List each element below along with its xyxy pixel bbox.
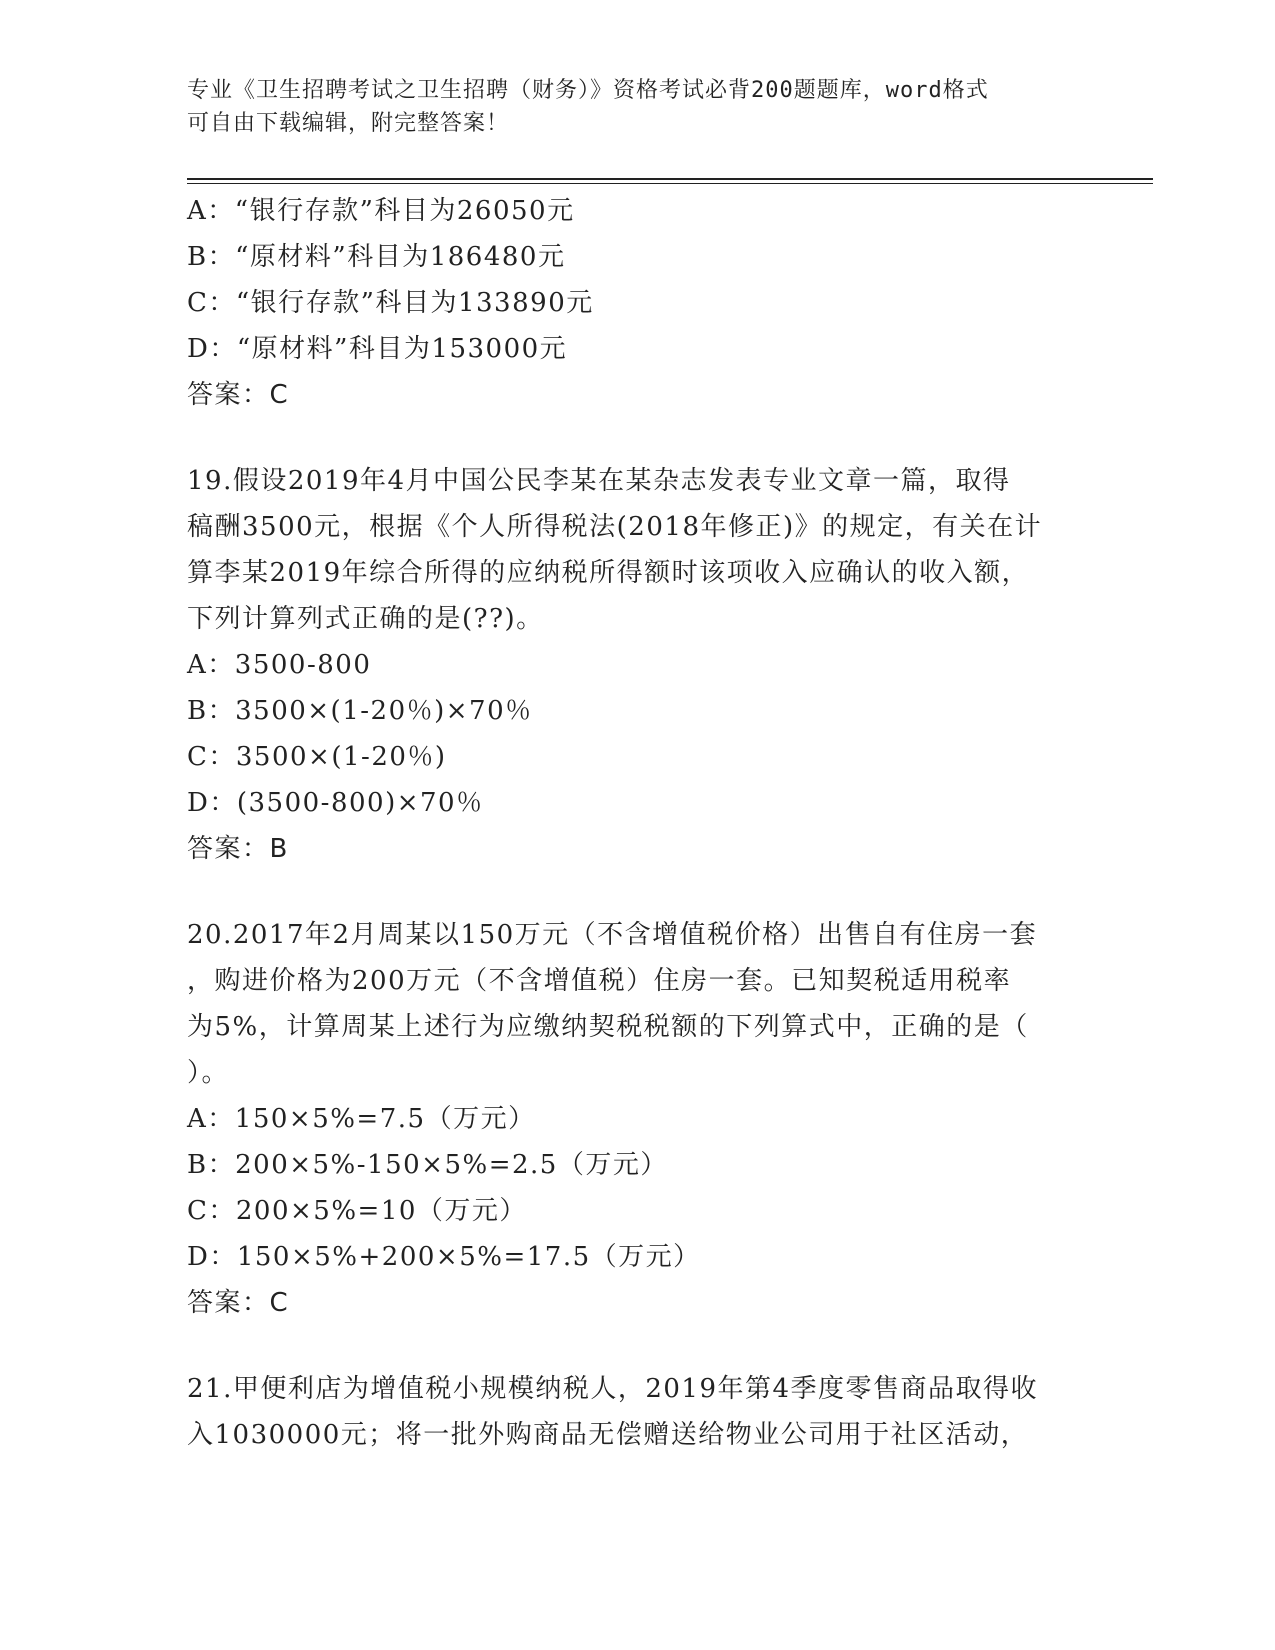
spacer — [187, 418, 1087, 458]
question-stem-line: 21.甲便利店为增值税小规模纳税人，2019年第4季度零售商品取得收 — [187, 1374, 1039, 1404]
option-d: D：(3500-800)×70％ — [187, 788, 484, 818]
question-stem-line: 下列计算列式正确的是(??)。 — [187, 604, 544, 634]
header-divider-thick — [187, 178, 1153, 180]
question-stem-line: 算李某2019年综合所得的应纳税所得额时该项收入应确认的收入额， — [187, 558, 1030, 588]
header-divider-thin — [187, 183, 1153, 184]
option-c: C：3500×(1-20％) — [187, 742, 447, 772]
question-20-block — [187, 912, 1087, 1326]
option-a: A：3500-800 — [187, 650, 372, 680]
spacer — [187, 1326, 1087, 1366]
question-18-block — [187, 188, 1087, 418]
answer-line: 答案：C — [187, 380, 290, 410]
answer-line: 答案：C — [187, 1288, 290, 1318]
option-b: B：200×5%-150×5%=2.5（万元） — [187, 1150, 668, 1180]
option-b: B：3500×(1-20％)×70％ — [187, 696, 533, 726]
question-stem-line: ）。 — [187, 1058, 230, 1088]
question-stem-line: 为5%，计算周某上述行为应缴纳契税税额的下列算式中，正确的是（ — [187, 1012, 1029, 1042]
question-stem-line: 稿酬3500元，根据《个人所得税法(2018年修正)》的规定，有关在计 — [187, 512, 1043, 542]
question-19-block — [187, 458, 1087, 872]
header-line-1: 专业《卫生招聘考试之卫生招聘（财务）》资格考试必背200题题库，word格式 — [187, 78, 989, 103]
question-stem-line: 20.2017年2月周某以150万元（不含增值税价格）出售自有住房一套 — [187, 920, 1038, 950]
header-line-2: 可自由下载编辑，附完整答案！ — [187, 111, 510, 136]
option-c: C：“银行存款”科目为133890元 — [187, 288, 594, 318]
question-stem-line: ，购进价格为200万元（不含增值税）住房一套。已知契税适用税率 — [187, 966, 1012, 996]
option-d: D：150×5%+200×5%=17.5（万元） — [187, 1242, 701, 1272]
option-b: B：“原材料”科目为186480元 — [187, 242, 566, 272]
option-c: C：200×5%=10（万元） — [187, 1196, 527, 1226]
answer-line: 答案：B — [187, 834, 289, 864]
spacer — [187, 872, 1087, 912]
option-a: A：150×5%=7.5（万元） — [187, 1104, 536, 1134]
question-21-block — [187, 1366, 1087, 1458]
option-d: D：“原材料”科目为153000元 — [187, 334, 568, 364]
question-stem-line: 入1030000元；将一批外购商品无偿赠送给物业公司用于社区活动， — [187, 1420, 1029, 1450]
document-header — [187, 74, 1087, 140]
question-content — [187, 188, 1087, 1458]
option-a: A：“银行存款”科目为26050元 — [187, 196, 575, 226]
question-stem-line: 19.假设2019年4月中国公民李某在某杂志发表专业文章一篇，取得 — [187, 466, 1011, 496]
